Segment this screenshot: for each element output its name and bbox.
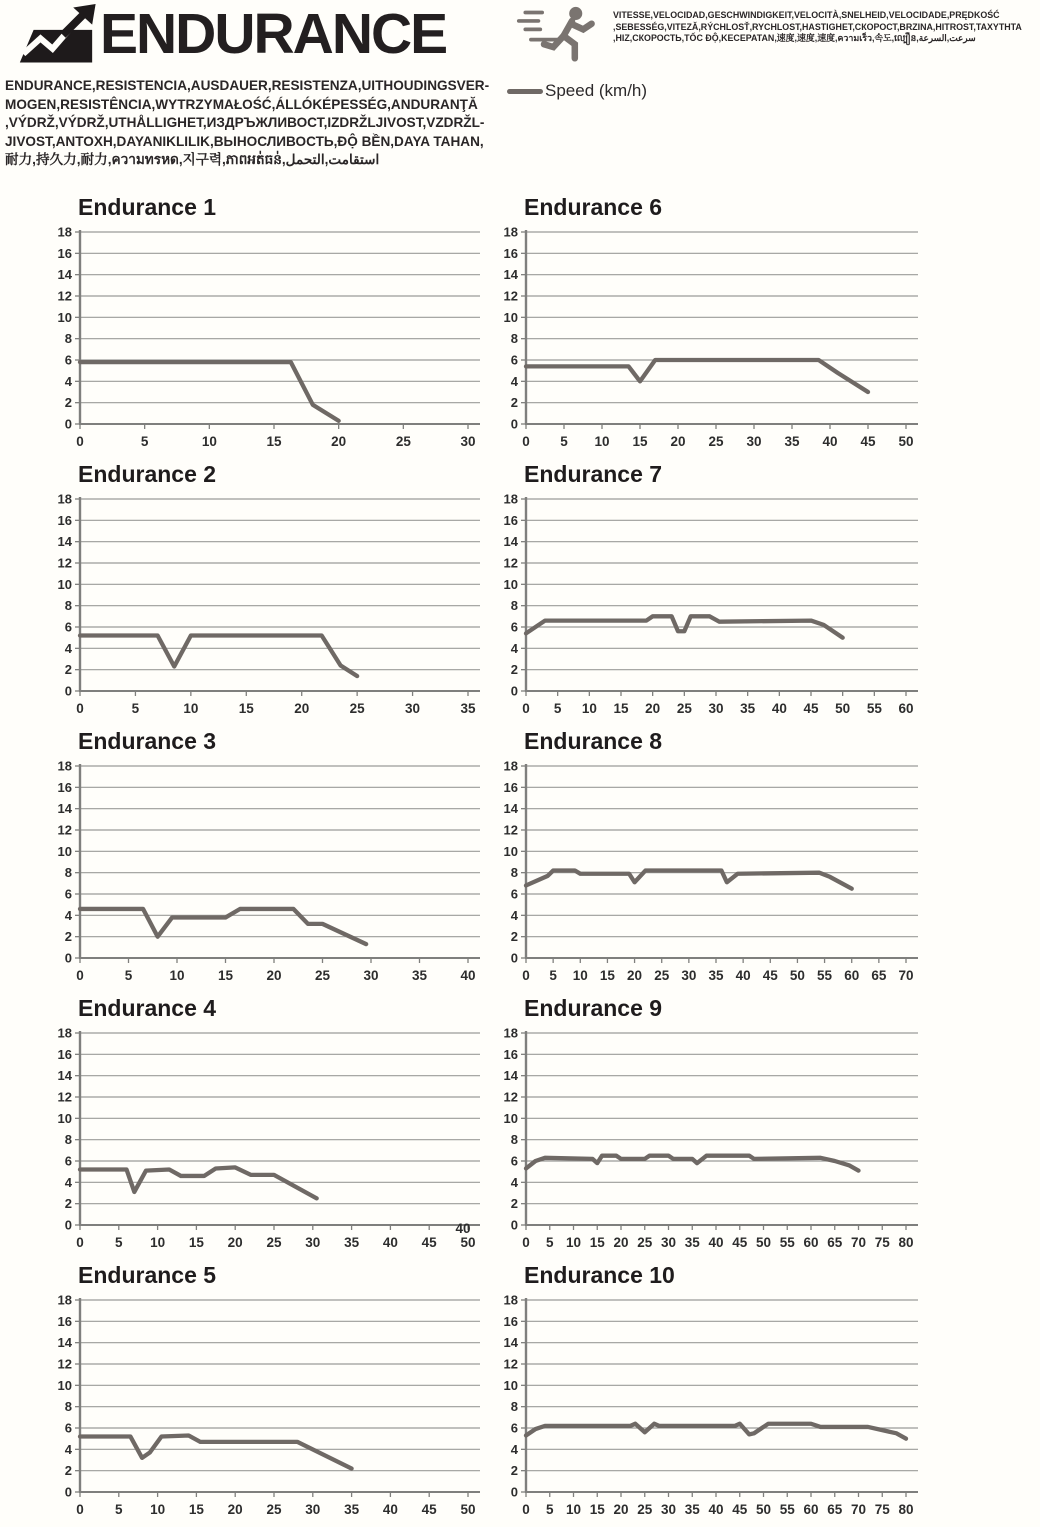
- svg-text:12: 12: [503, 1356, 518, 1372]
- svg-text:60: 60: [803, 1502, 819, 1517]
- svg-text:14: 14: [57, 1335, 72, 1351]
- chart-plot-endurance-6: [496, 222, 920, 454]
- svg-text:30: 30: [681, 968, 697, 983]
- svg-text:10: 10: [581, 701, 597, 716]
- svg-text:2: 2: [510, 929, 518, 945]
- svg-text:45: 45: [803, 701, 819, 716]
- svg-text:70: 70: [850, 1235, 867, 1250]
- chart-endurance-6: [496, 192, 920, 459]
- svg-text:10: 10: [57, 309, 72, 325]
- svg-text:25: 25: [314, 968, 331, 983]
- svg-text:10: 10: [503, 309, 518, 325]
- svg-text:70: 70: [898, 968, 914, 983]
- chart-plot-endurance-9: [496, 1023, 920, 1255]
- svg-text:8: 8: [64, 1399, 72, 1415]
- svg-text:6: 6: [510, 352, 518, 368]
- svg-text:8: 8: [510, 1399, 518, 1415]
- svg-text:2: 2: [510, 395, 518, 411]
- svg-text:5: 5: [560, 434, 568, 449]
- svg-text:10: 10: [565, 1235, 582, 1250]
- chart-plot-endurance-7: [496, 489, 920, 721]
- svg-text:20: 20: [613, 1502, 629, 1517]
- svg-text:14: 14: [503, 267, 518, 283]
- svg-text:60: 60: [803, 1235, 819, 1250]
- svg-text:45: 45: [421, 1502, 437, 1517]
- svg-text:4: 4: [510, 907, 518, 923]
- svg-text:15: 15: [217, 968, 234, 983]
- svg-text:40: 40: [735, 968, 751, 983]
- svg-text:8: 8: [64, 331, 72, 347]
- svg-text:55: 55: [779, 1235, 795, 1250]
- svg-text:50: 50: [789, 968, 805, 983]
- svg-text:30: 30: [660, 1235, 677, 1250]
- svg-text:6: 6: [64, 1153, 72, 1169]
- svg-text:10: 10: [150, 1502, 166, 1517]
- svg-text:35: 35: [784, 434, 800, 449]
- svg-text:16: 16: [57, 512, 72, 528]
- svg-text:25: 25: [654, 968, 670, 983]
- svg-text:10: 10: [57, 576, 72, 592]
- svg-text:4: 4: [64, 640, 72, 656]
- chart-endurance-1: [50, 192, 482, 459]
- svg-text:2: 2: [510, 1463, 518, 1479]
- svg-text:4: 4: [64, 1441, 72, 1457]
- charts-grid: [0, 192, 1040, 1527]
- svg-text:75: 75: [874, 1235, 890, 1250]
- svg-text:14: 14: [503, 534, 518, 550]
- svg-text:10: 10: [503, 1377, 518, 1393]
- svg-text:16: 16: [503, 1313, 518, 1329]
- svg-text:60: 60: [898, 701, 914, 716]
- svg-text:65: 65: [827, 1235, 843, 1250]
- svg-text:50: 50: [755, 1502, 772, 1517]
- svg-text:14: 14: [57, 801, 72, 817]
- chart-title: Endurance 9: [524, 995, 663, 1021]
- svg-text:5: 5: [553, 701, 562, 716]
- svg-text:8: 8: [510, 1132, 518, 1148]
- svg-text:2: 2: [64, 662, 72, 678]
- chart-title: Endurance 5: [78, 1262, 217, 1288]
- svg-text:0: 0: [522, 1502, 530, 1517]
- svg-text:10: 10: [594, 434, 610, 449]
- svg-text:30: 30: [405, 701, 421, 716]
- svg-text:16: 16: [503, 1046, 518, 1062]
- header-right: [505, 0, 1040, 101]
- endurance-translations: [0, 71, 505, 170]
- speed-translations: [613, 0, 1022, 45]
- svg-text:0: 0: [76, 701, 84, 716]
- svg-text:12: 12: [57, 555, 72, 571]
- svg-text:4: 4: [510, 373, 518, 389]
- svg-text:6: 6: [64, 1420, 72, 1436]
- speed-translations-line: ,SEBESSÉG,VITEZĂ,RÝCHLOSŤ,RYCHLOST,HASTIGHET,СКОРОСТ,BRZINA,HITROST,TAXYTHTA: [613, 21, 1022, 32]
- endurance-translations-line: 耐力,持久力,耐力,ความทรหด,지구력,ភាពអត់ធន់,استقامت,التحمل: [5, 152, 380, 167]
- svg-text:4: 4: [510, 640, 518, 656]
- chart-title: Endurance 4: [78, 995, 217, 1021]
- svg-text:12: 12: [57, 1356, 72, 1372]
- svg-text:35: 35: [344, 1235, 360, 1250]
- svg-text:35: 35: [411, 968, 428, 983]
- svg-text:5: 5: [115, 1235, 123, 1250]
- svg-text:15: 15: [613, 701, 629, 716]
- chart-endurance-4: [50, 993, 482, 1260]
- runner-icon: [505, 0, 613, 67]
- chart-legend: [507, 81, 1040, 101]
- svg-text:16: 16: [503, 512, 518, 528]
- svg-text:6: 6: [510, 886, 518, 902]
- svg-text:40: 40: [708, 1502, 724, 1517]
- chart-plot-endurance-2: [50, 489, 482, 721]
- chart-endurance-8: [496, 726, 920, 993]
- svg-text:30: 30: [305, 1235, 321, 1250]
- svg-text:0: 0: [522, 701, 530, 716]
- svg-text:15: 15: [188, 1502, 204, 1517]
- svg-text:5: 5: [115, 1502, 123, 1517]
- svg-text:10: 10: [201, 434, 217, 449]
- svg-text:0: 0: [522, 968, 530, 983]
- svg-text:8: 8: [510, 598, 518, 614]
- chart-endurance-10: [496, 1260, 920, 1527]
- svg-text:14: 14: [57, 267, 72, 283]
- svg-text:10: 10: [503, 1110, 518, 1126]
- svg-text:15: 15: [599, 968, 615, 983]
- svg-text:55: 55: [866, 701, 882, 716]
- chart-title: Endurance 10: [524, 1262, 675, 1288]
- svg-text:30: 30: [363, 968, 379, 983]
- svg-text:15: 15: [589, 1235, 605, 1250]
- chart-title: Endurance 8: [524, 728, 663, 754]
- svg-text:65: 65: [871, 968, 887, 983]
- svg-text:18: 18: [57, 1292, 72, 1308]
- logo-row: [0, 0, 505, 71]
- svg-text:25: 25: [395, 434, 411, 449]
- svg-text:8: 8: [64, 1132, 72, 1148]
- svg-text:6: 6: [64, 886, 72, 902]
- svg-text:0: 0: [64, 1484, 72, 1500]
- svg-text:18: 18: [503, 1292, 518, 1308]
- svg-text:6: 6: [64, 352, 72, 368]
- svg-text:16: 16: [57, 779, 72, 795]
- chart-plot-endurance-4: [50, 1023, 482, 1255]
- svg-text:6: 6: [510, 1153, 518, 1169]
- svg-text:20: 20: [294, 701, 310, 716]
- svg-text:40: 40: [822, 434, 838, 449]
- svg-text:16: 16: [503, 245, 518, 261]
- svg-text:45: 45: [732, 1502, 748, 1517]
- svg-text:50: 50: [755, 1235, 772, 1250]
- svg-text:14: 14: [503, 801, 518, 817]
- trending-chart-icon: [14, 4, 98, 71]
- svg-text:16: 16: [503, 779, 518, 795]
- svg-text:8: 8: [510, 331, 518, 347]
- svg-text:18: 18: [57, 491, 72, 507]
- svg-text:12: 12: [57, 822, 72, 838]
- svg-text:30: 30: [460, 434, 476, 449]
- svg-text:6: 6: [510, 1420, 518, 1436]
- svg-text:12: 12: [57, 1089, 72, 1105]
- svg-text:15: 15: [632, 434, 648, 449]
- svg-text:6: 6: [64, 619, 72, 635]
- svg-text:0: 0: [76, 1502, 84, 1517]
- svg-text:18: 18: [503, 224, 518, 240]
- svg-text:20: 20: [266, 968, 282, 983]
- svg-text:40: 40: [382, 1502, 398, 1517]
- svg-text:45: 45: [860, 434, 876, 449]
- svg-text:45: 45: [732, 1235, 748, 1250]
- svg-text:20: 20: [645, 701, 661, 716]
- legend-line-swatch: [507, 89, 543, 94]
- svg-text:5: 5: [140, 434, 149, 449]
- svg-text:18: 18: [57, 1025, 72, 1041]
- svg-text:2: 2: [64, 929, 72, 945]
- svg-text:25: 25: [266, 1235, 282, 1250]
- svg-text:25: 25: [676, 701, 692, 716]
- svg-text:5: 5: [545, 1235, 554, 1250]
- svg-text:2: 2: [64, 395, 72, 411]
- svg-text:0: 0: [64, 950, 72, 966]
- svg-text:0: 0: [510, 950, 518, 966]
- svg-text:30: 30: [660, 1502, 677, 1517]
- svg-text:0: 0: [76, 968, 84, 983]
- endurance-translations-line: JIVOST,ANTOXH,DAYANIKLILIK,ВЫНОСЛИВОСТЬ,ĐỘ BỀN,DAYA TAHAN,: [5, 133, 484, 149]
- svg-text:8: 8: [510, 865, 518, 881]
- chart-plot-endurance-10: [496, 1290, 920, 1522]
- svg-text:50: 50: [898, 434, 914, 449]
- svg-text:14: 14: [503, 1068, 518, 1084]
- svg-text:10: 10: [572, 968, 588, 983]
- chart-plot-endurance-5: [50, 1290, 482, 1522]
- endurance-translations-line: ENDURANCE,RESISTENCIA,AUSDAUER,RESISTENZA,UITHOUDINGSVER-: [5, 78, 490, 93]
- svg-text:0: 0: [510, 1484, 518, 1500]
- svg-text:25: 25: [637, 1502, 653, 1517]
- svg-text:14: 14: [57, 1068, 72, 1084]
- svg-text:30: 30: [708, 701, 724, 716]
- svg-text:45: 45: [421, 1235, 437, 1250]
- svg-text:14: 14: [57, 534, 72, 550]
- svg-text:0: 0: [64, 1217, 72, 1233]
- svg-text:0: 0: [64, 683, 72, 699]
- svg-text:40: 40: [455, 1221, 471, 1236]
- svg-text:70: 70: [850, 1502, 867, 1517]
- svg-text:35: 35: [684, 1502, 700, 1517]
- svg-text:20: 20: [670, 434, 686, 449]
- legend-label: Speed (km/h): [545, 81, 648, 100]
- svg-text:4: 4: [510, 1174, 518, 1190]
- svg-text:0: 0: [76, 434, 84, 449]
- chart-endurance-3: [50, 726, 482, 993]
- svg-text:10: 10: [565, 1502, 582, 1517]
- svg-text:50: 50: [460, 1235, 476, 1250]
- svg-text:0: 0: [522, 1235, 530, 1250]
- svg-text:40: 40: [708, 1235, 724, 1250]
- svg-text:4: 4: [64, 907, 72, 923]
- svg-text:20: 20: [613, 1235, 629, 1250]
- svg-text:30: 30: [746, 434, 762, 449]
- svg-text:55: 55: [817, 968, 833, 983]
- svg-text:10: 10: [57, 843, 72, 859]
- svg-text:2: 2: [510, 662, 518, 678]
- runner-row: [505, 0, 1040, 67]
- page-title: ENDURANCE: [100, 2, 447, 66]
- svg-text:4: 4: [510, 1441, 518, 1457]
- svg-text:15: 15: [238, 701, 254, 716]
- svg-text:18: 18: [503, 491, 518, 507]
- svg-text:14: 14: [503, 1335, 518, 1351]
- svg-text:35: 35: [708, 968, 724, 983]
- svg-text:25: 25: [637, 1235, 653, 1250]
- svg-text:20: 20: [227, 1235, 243, 1250]
- svg-text:12: 12: [503, 288, 518, 304]
- svg-text:8: 8: [64, 865, 72, 881]
- svg-text:35: 35: [684, 1235, 700, 1250]
- svg-text:20: 20: [331, 434, 347, 449]
- svg-text:35: 35: [344, 1502, 360, 1517]
- svg-text:50: 50: [460, 1502, 476, 1517]
- chart-title: Endurance 7: [524, 461, 663, 487]
- svg-text:2: 2: [64, 1196, 72, 1212]
- svg-text:80: 80: [898, 1502, 914, 1517]
- svg-text:10: 10: [57, 1110, 72, 1126]
- svg-text:40: 40: [771, 701, 787, 716]
- svg-text:50: 50: [835, 701, 851, 716]
- svg-text:20: 20: [227, 1502, 243, 1517]
- svg-text:2: 2: [64, 1463, 72, 1479]
- chart-endurance-5: [50, 1260, 482, 1527]
- header-left: [0, 0, 505, 170]
- svg-text:18: 18: [57, 758, 72, 774]
- svg-text:20: 20: [627, 968, 643, 983]
- chart-title: Endurance 1: [78, 194, 217, 220]
- svg-text:16: 16: [57, 245, 72, 261]
- svg-text:12: 12: [503, 555, 518, 571]
- endurance-translations-line: ,VÝDRŽ,VÝDRŽ,UTHÅLLIGHET,ИЗДРЪЖЛИВОСТ,IZDRŽLJIVOST,VZDRŽL-: [5, 115, 485, 130]
- chart-endurance-2: [50, 459, 482, 726]
- chart-plot-endurance-1: [50, 222, 482, 454]
- chart-endurance-7: [496, 459, 920, 726]
- speed-translations-line: ,HIZ,СКОРОСТЬ,TỐC ĐỘ,KECEPATAN,速度,速度,速度,ความเร็ว,속도,ល្បឿន,سرعت,السرعة: [613, 33, 976, 43]
- svg-text:40: 40: [460, 968, 476, 983]
- svg-text:0: 0: [510, 1217, 518, 1233]
- svg-text:60: 60: [844, 968, 860, 983]
- svg-text:6: 6: [510, 619, 518, 635]
- svg-text:16: 16: [57, 1046, 72, 1062]
- chart-title: Endurance 2: [78, 461, 217, 487]
- svg-text:10: 10: [150, 1235, 166, 1250]
- svg-text:10: 10: [57, 1377, 72, 1393]
- svg-text:75: 75: [874, 1502, 890, 1517]
- svg-text:45: 45: [762, 968, 778, 983]
- svg-text:35: 35: [460, 701, 476, 716]
- svg-text:5: 5: [131, 701, 140, 716]
- endurance-translations-line: MOGEN,RESISTÊNCIA,WYTRZYMAŁOŚĆ,ÁLLÓKÉPESSÉG,ANDURANŢĂ: [5, 96, 478, 112]
- svg-text:0: 0: [64, 416, 72, 432]
- svg-text:10: 10: [169, 968, 185, 983]
- svg-text:80: 80: [898, 1235, 914, 1250]
- svg-text:0: 0: [76, 1235, 84, 1250]
- svg-text:40: 40: [382, 1235, 398, 1250]
- svg-text:8: 8: [64, 598, 72, 614]
- svg-text:15: 15: [188, 1235, 204, 1250]
- svg-text:25: 25: [349, 701, 365, 716]
- svg-text:15: 15: [589, 1502, 605, 1517]
- svg-text:10: 10: [183, 701, 199, 716]
- svg-text:5: 5: [549, 968, 557, 983]
- svg-text:5: 5: [545, 1502, 554, 1517]
- svg-text:15: 15: [266, 434, 282, 449]
- chart-endurance-9: [496, 993, 920, 1260]
- svg-text:12: 12: [503, 1089, 518, 1105]
- chart-title: Endurance 3: [78, 728, 217, 754]
- svg-text:0: 0: [510, 416, 518, 432]
- svg-text:55: 55: [779, 1502, 795, 1517]
- svg-text:18: 18: [503, 1025, 518, 1041]
- svg-text:0: 0: [510, 683, 518, 699]
- svg-text:18: 18: [503, 758, 518, 774]
- svg-text:25: 25: [266, 1502, 282, 1517]
- svg-text:16: 16: [57, 1313, 72, 1329]
- svg-text:0: 0: [522, 434, 530, 449]
- svg-text:12: 12: [503, 822, 518, 838]
- speed-translations-line: VITESSE,VELOCIDAD,GESCHWINDIGKEIT,VELOCITÀ,SNELHEID,VELOCIDADE,PRĘDKOŚĆ: [613, 10, 1000, 20]
- chart-plot-endurance-3: [50, 756, 482, 988]
- svg-text:65: 65: [827, 1502, 843, 1517]
- svg-text:18: 18: [57, 224, 72, 240]
- chart-title: Endurance 6: [524, 194, 663, 220]
- svg-text:5: 5: [124, 968, 133, 983]
- chart-plot-endurance-8: [496, 756, 920, 988]
- svg-text:12: 12: [57, 288, 72, 304]
- svg-text:30: 30: [305, 1502, 321, 1517]
- svg-text:2: 2: [510, 1196, 518, 1212]
- page-header: [0, 0, 1040, 192]
- svg-text:4: 4: [64, 1174, 72, 1190]
- svg-text:10: 10: [503, 576, 518, 592]
- svg-text:4: 4: [64, 373, 72, 389]
- svg-text:10: 10: [503, 843, 518, 859]
- svg-text:25: 25: [708, 434, 724, 449]
- svg-text:35: 35: [740, 701, 756, 716]
